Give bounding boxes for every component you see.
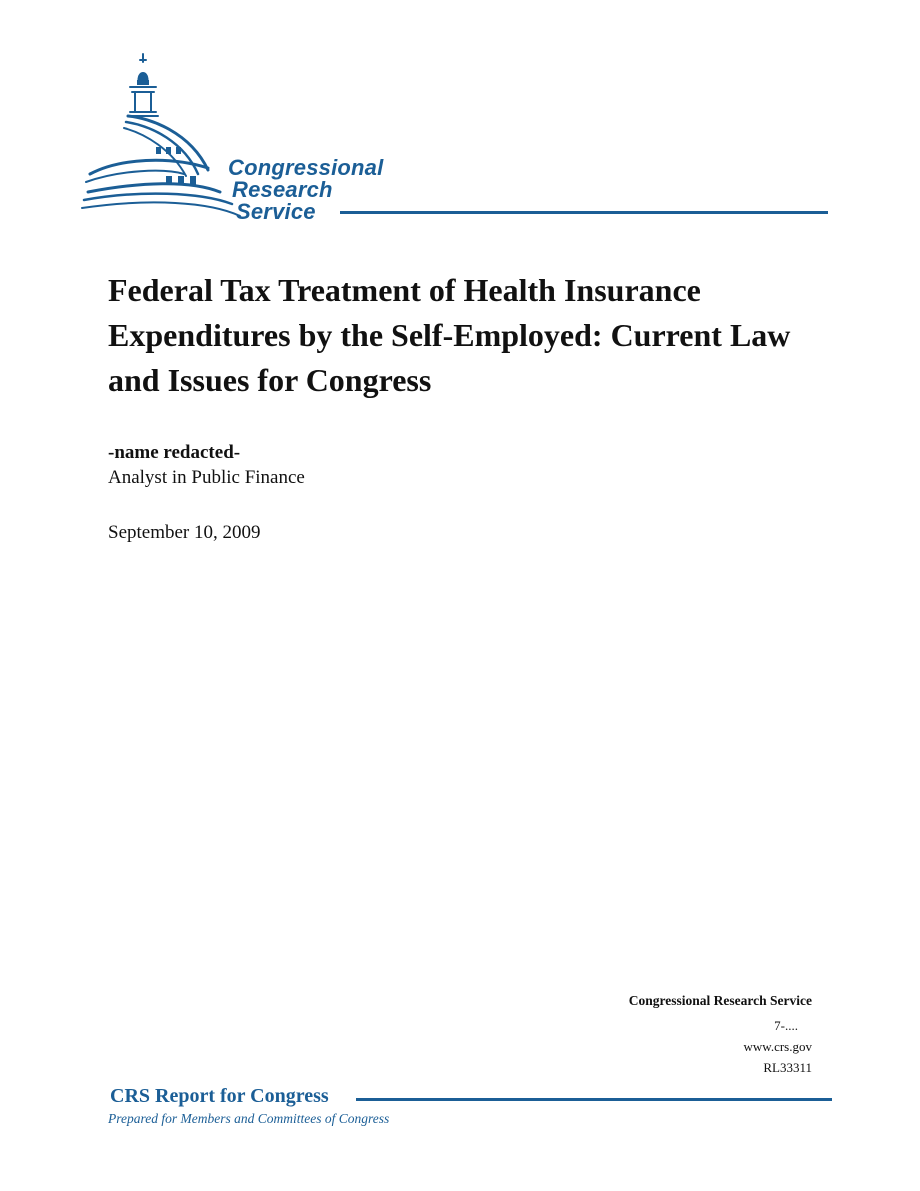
logo-text-congressional: Congressional [228, 155, 384, 180]
crs-name: Congressional Research Service [628, 993, 812, 1008]
logo-text-research: Research [232, 177, 333, 202]
report-title: Federal Tax Treatment of Health Insurance Expenditures by the Self-Employed: Current Law and Issues for Congress [108, 272, 791, 398]
logo-text-service: Service [236, 199, 316, 224]
logo-divider [340, 211, 828, 214]
crs-url[interactable]: www.crs.gov [743, 1039, 812, 1054]
author-name: -name redacted- [108, 442, 241, 463]
author-role: Analyst in Public Finance [108, 467, 305, 488]
report-date: September 10, 2009 [108, 522, 261, 543]
footer-divider [356, 1098, 832, 1101]
report-number: RL33311 [763, 1060, 812, 1075]
footer-subtitle: Prepared for Members and Committees of Congress [108, 1111, 390, 1126]
capitol-dome-icon [80, 52, 840, 227]
crs-info-block [629, 990, 812, 1078]
crs-code: 7-.... [774, 1018, 798, 1033]
footer-report-title: CRS Report for Congress [110, 1085, 329, 1107]
